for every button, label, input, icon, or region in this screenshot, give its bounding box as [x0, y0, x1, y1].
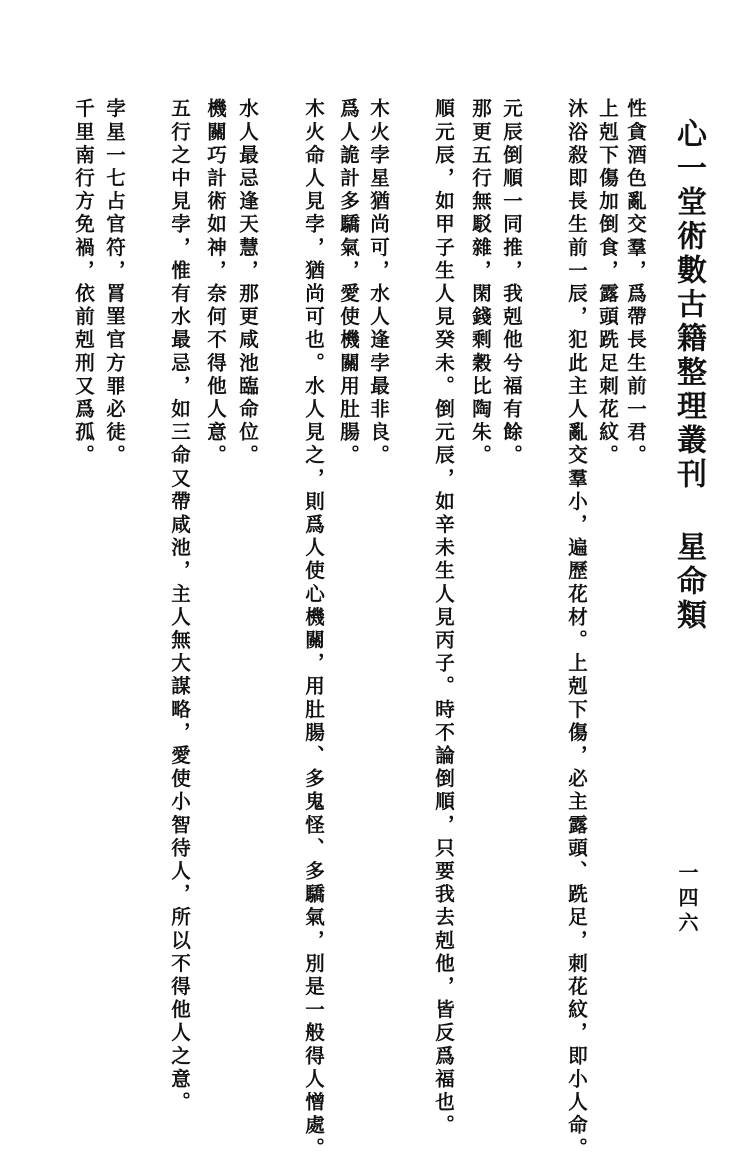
text-column-5: 那更五行無駁雜，閑錢剩穀比陶朱。 — [469, 98, 492, 468]
text-column-3: 沐浴殺即長生前一辰，犯此主人亂交羣小，遍歷花材。上剋下傷，必主露頭、跣足，刺花紋，即小人命。 — [565, 98, 588, 1161]
text-column-14: 千里南行方免禍，依前剋刑又爲孤。 — [72, 98, 95, 468]
text-column-4: 元辰倒順一同推，我剋他兮福有餘。 — [500, 98, 523, 468]
text-column-13: 孛星一七占官符，罥罣官方罪必徒。 — [103, 98, 126, 468]
text-column-10: 水人最忌逢天慧，那更咸池臨命位。 — [236, 98, 259, 468]
text-column-7: 木火孛星猶尚可，水人逢孛最非良。 — [367, 98, 390, 468]
text-column-2: 上剋下傷加倒食，露頭跣足刺花紋。 — [596, 98, 619, 468]
text-column-9: 木火命人見孛，猶尚可也。水人見之，則爲人使心機關，用肚腸、多鬼怪、多驕氣，別是一般得人憎處。 — [302, 98, 325, 1161]
page-number: 一四六 — [675, 862, 699, 937]
text-column-8: 爲人詭計多驕氣，愛使機關用肚腸。 — [337, 98, 360, 468]
text-column-1: 性貪酒色亂交羣，爲帶長生前一君。 — [624, 98, 647, 468]
text-column-11: 機關巧計術如神，奈何不得他人意。 — [204, 98, 227, 468]
text-column-6: 順元辰，如甲子生人見癸未。倒元辰，如辛未生人見丙子。時不論倒順，只要我去剋他，皆反爲福也。 — [432, 98, 455, 1138]
text-column-12: 五行之中見孛，惟有水最忌，如三命又帶咸池，主人無大謀略，愛使小智待人，所以不得他人之意。 — [168, 98, 191, 1115]
series-title: 心一堂術數古籍整理叢刊 星命類 — [671, 118, 706, 633]
